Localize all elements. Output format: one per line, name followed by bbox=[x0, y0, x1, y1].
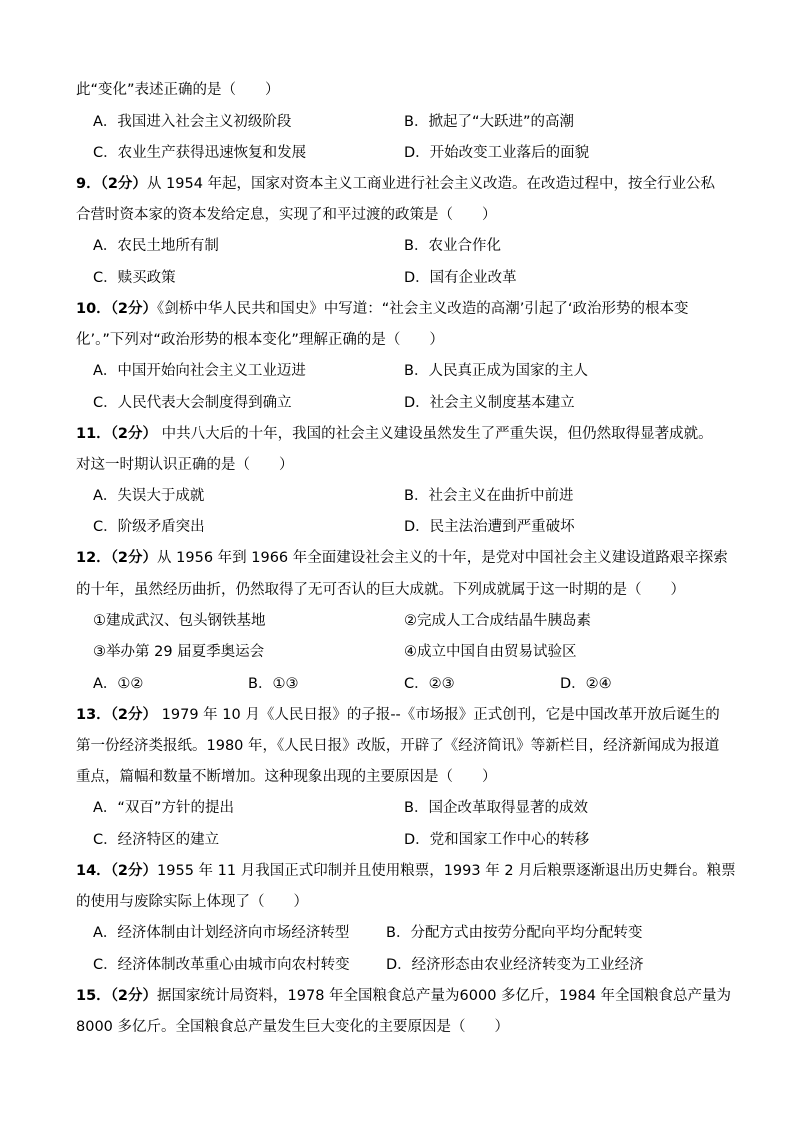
q13-stem-line1: 13．（2分） 1979 年 10 月《人民日报》的子报--《市场报》正式创刊，它是中国改革开放后诞生的 bbox=[76, 707, 720, 723]
q14-option-c[interactable]: C．经济体制改革重心由城市向农村转变 bbox=[93, 957, 350, 973]
q10-stem-line1: 10．（2分）《剑桥中华人民共和国史》中写道：“社会主义改造的高潮’引起了‘政治形势的根本变 bbox=[76, 301, 689, 317]
q14-option-a[interactable]: A．经济体制由计划经济向市场经济转型 bbox=[93, 925, 350, 941]
q15-stem-line1: 15．（2分）据国家统计局资料，1978 年全国粮食总产量为6000 多亿斤，1984 年全国粮食总产量为 bbox=[76, 988, 732, 1004]
q10-number: 10． bbox=[76, 301, 111, 317]
q12-option-c[interactable]: C．②③ bbox=[404, 676, 455, 692]
q13-score: （2分） bbox=[110, 707, 158, 723]
q8-option-b[interactable]: B．掀起了“大跃进”的高潮 bbox=[404, 114, 574, 130]
q11-option-a[interactable]: A．失误大于成就 bbox=[93, 488, 205, 504]
q12-option-d[interactable]: D．②④ bbox=[560, 676, 612, 692]
q8-option-c[interactable]: C．农业生产获得迅速恢复和发展 bbox=[93, 145, 307, 161]
q9-stem-line1: 9．（2分）从 1954 年起，国家对资本主义工商业进行社会主义改造。在改造过程中，按全行业公私 bbox=[76, 176, 716, 192]
q11-stem-line2: 对这一时期认识正确的是（ ） bbox=[76, 457, 294, 473]
q9-option-d[interactable]: D．国有企业改革 bbox=[404, 270, 517, 286]
q15-number: 15． bbox=[76, 988, 111, 1004]
q9-option-c[interactable]: C．赎买政策 bbox=[93, 270, 176, 286]
q12-item-3: ③举办第 29 届夏季奥运会 bbox=[93, 644, 265, 660]
q14-score: （2分） bbox=[110, 863, 158, 879]
q9-option-a[interactable]: A．农民土地所有制 bbox=[93, 238, 219, 254]
q12-item-4: ④成立中国自由贸易试验区 bbox=[404, 644, 577, 660]
q12-stem-line2: 的十年，虽然经历曲折，仍然取得了无可否认的巨大成就。下列成就属于这一时期的是（ ） bbox=[76, 582, 685, 598]
q13-option-a[interactable]: A．“双百”方针的提出 bbox=[93, 800, 234, 816]
q14-option-d[interactable]: D．经济形态由农业经济转变为工业经济 bbox=[386, 957, 644, 973]
q13-option-b[interactable]: B．国企改革取得显著的成效 bbox=[404, 800, 588, 816]
q11-score: （2分） bbox=[110, 426, 158, 442]
q8-stem: 此“变化”表述正确的是（ ） bbox=[76, 82, 280, 98]
q8-option-d[interactable]: D．开始改变工业落后的面貌 bbox=[404, 145, 590, 161]
q10-score: （2分） bbox=[110, 301, 158, 317]
q12-option-a[interactable]: A．①② bbox=[93, 676, 144, 692]
q10-option-c[interactable]: C．人民代表大会制度得到确立 bbox=[93, 395, 292, 411]
q12-stem-line1: 12．（2分）从 1956 年到 1966 年全面建设社会主义的十年，是党对中国社会主义建设道路艰辛探索 bbox=[76, 550, 728, 566]
q11-number: 11． bbox=[76, 426, 111, 442]
q10-stem-line2: 化’。”下列对“政治形势的根本变化”理解正确的是（ ） bbox=[76, 332, 444, 348]
q13-stem-line3: 重点，篇幅和数量不断增加。这种现象出现的主要原因是（ ） bbox=[76, 769, 497, 785]
q12-number: 12． bbox=[76, 550, 111, 566]
q13-number: 13． bbox=[76, 707, 111, 723]
q15-score: （2分） bbox=[110, 988, 158, 1004]
q8-option-a[interactable]: A．我国进入社会主义初级阶段 bbox=[93, 114, 292, 130]
q11-stem-line1: 11．（2分） 中共八大后的十年，我国的社会主义建设虽然发生了严重失误，但仍然取得显著成就。 bbox=[76, 426, 713, 442]
q12-item-1: ①建成武汉、包头钢铁基地 bbox=[93, 613, 266, 629]
q11-option-d[interactable]: D．民主法治遭到严重破坏 bbox=[404, 519, 575, 535]
q13-option-c[interactable]: C．经济特区的建立 bbox=[93, 832, 220, 848]
q14-number: 14． bbox=[76, 863, 111, 879]
q9-score: （2分） bbox=[100, 176, 147, 192]
q12-item-2: ②完成人工合成结晶牛胰岛素 bbox=[404, 613, 591, 629]
q14-stem-line1: 14．（2分）1955 年 11 月我国正式印制并且使用粮票，1993 年 2 月后粮票逐渐退出历史舞台。粮票 bbox=[76, 863, 736, 879]
q10-option-a[interactable]: A．中国开始向社会主义工业迈进 bbox=[93, 363, 306, 379]
q13-stem-line2: 第一份经济类报纸。1980 年，《人民日报》改版，开辟了《经济简讯》等新栏目，经济新闻成为报道 bbox=[76, 738, 720, 754]
q10-option-d[interactable]: D．社会主义制度基本建立 bbox=[404, 395, 575, 411]
q12-option-b[interactable]: B．①③ bbox=[248, 676, 299, 692]
q11-option-c[interactable]: C．阶级矛盾突出 bbox=[93, 519, 205, 535]
q12-score: （2分） bbox=[110, 550, 158, 566]
q13-option-d[interactable]: D．党和国家工作中心的转移 bbox=[404, 832, 590, 848]
q14-option-b[interactable]: B．分配方式由按劳分配向平均分配转变 bbox=[386, 925, 643, 941]
q11-option-b[interactable]: B．社会主义在曲折中前进 bbox=[404, 488, 574, 504]
q9-stem-line2: 合营时资本家的资本发给定息，实现了和平过渡的政策是（ ） bbox=[76, 207, 497, 223]
q10-option-b[interactable]: B．人民真正成为国家的主人 bbox=[404, 363, 588, 379]
q9-number: 9． bbox=[76, 176, 101, 192]
q15-stem-line2: 8000 多亿斤。全国粮食总产量发生巨大变化的主要原因是（ ） bbox=[76, 1019, 510, 1035]
q9-option-b[interactable]: B．农业合作化 bbox=[404, 238, 501, 254]
q14-stem-line2: 的使用与废除实际上体现了（ ） bbox=[76, 894, 308, 910]
